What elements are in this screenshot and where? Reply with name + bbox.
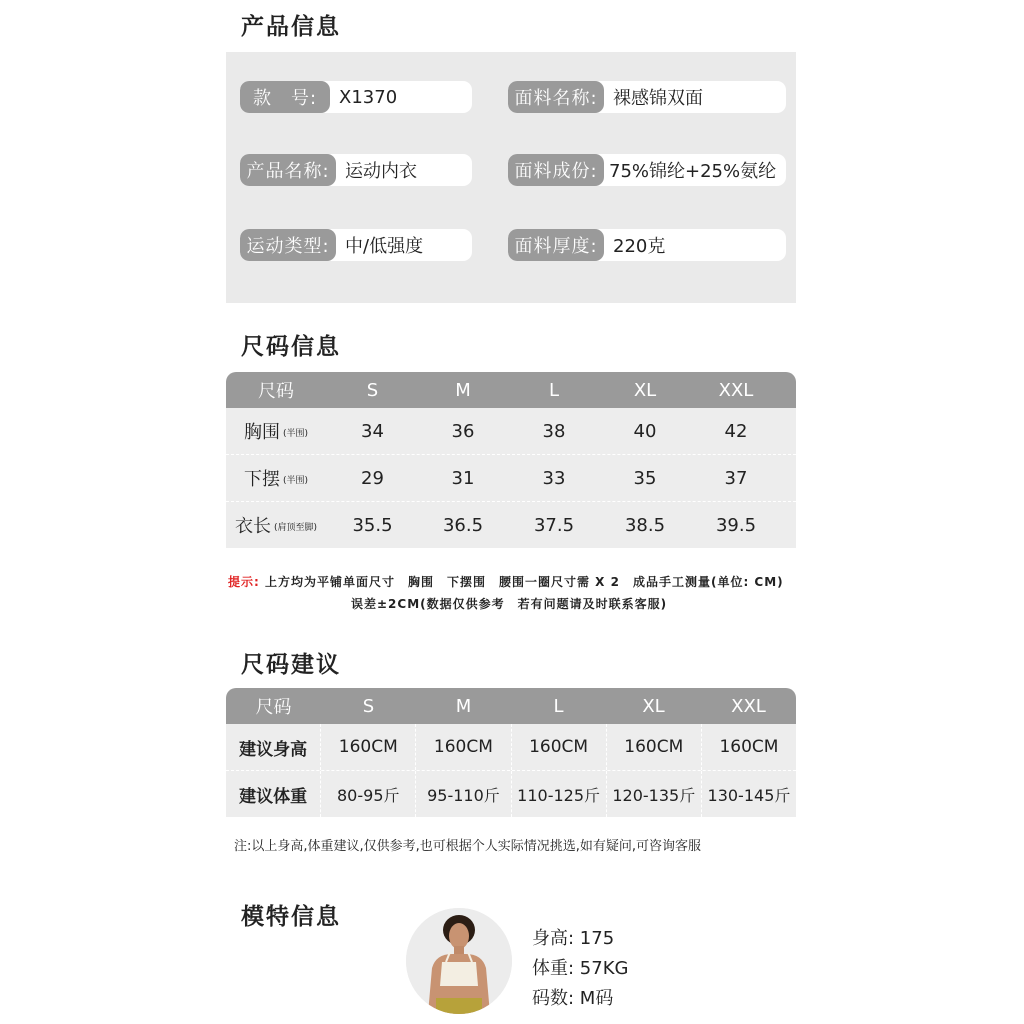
model-info-title: 模特信息: [241, 904, 341, 930]
model-illustration: [406, 908, 512, 1014]
row-label: 建议体重: [239, 786, 308, 807]
row-label-sub: (半围): [282, 429, 309, 439]
header-cell: XL: [633, 379, 657, 401]
info-row-product-name: [240, 154, 472, 186]
table-cell: 40: [633, 420, 657, 442]
info-label: 产品名称:: [240, 154, 336, 186]
header-cell: XL: [642, 695, 665, 717]
info-value: 75%锦纶+25%氨纶: [609, 161, 777, 182]
product-info-title: 产品信息: [241, 14, 341, 40]
table-cell: 95-110斤: [415, 771, 510, 817]
row-label: [226, 408, 326, 454]
advice-table-header: [226, 688, 796, 724]
header-cell: S: [362, 695, 375, 717]
info-value: 裸感锦双面: [613, 88, 703, 109]
info-label: 面料厚度:: [508, 229, 604, 261]
table-cell: 80-95斤: [320, 771, 415, 817]
row-label-text: 下摆: [243, 469, 280, 490]
size-hint-line1: [228, 573, 784, 590]
row-label: [226, 455, 326, 501]
header-cell: M: [455, 379, 471, 401]
model-height: 身高: 175: [532, 928, 615, 949]
table-cell: 160CM: [320, 724, 415, 770]
header-cell: L: [553, 695, 564, 717]
size-advice-title: 尺码建议: [241, 652, 341, 678]
table-cell: 130-145斤: [701, 771, 796, 817]
table-cell: 37: [724, 467, 748, 489]
model-size: 码数: M码: [532, 988, 614, 1009]
info-label: 面料名称:: [508, 81, 604, 113]
table-cell: 38: [542, 420, 566, 442]
info-row-style-no: [240, 81, 472, 113]
header-cell: S: [366, 379, 379, 401]
table-cell: 36: [451, 420, 475, 442]
table-cell: 39.5: [715, 514, 757, 536]
size-hint-prefix: 提示:: [228, 575, 260, 589]
table-cell: 160CM: [701, 724, 796, 770]
table-cell: 120-135斤: [606, 771, 701, 817]
table-cell: 160CM: [511, 724, 606, 770]
table-cell: 37.5: [533, 514, 575, 536]
info-label: 运动类型:: [240, 229, 336, 261]
header-cell: XXL: [731, 695, 766, 717]
table-row: [226, 501, 796, 548]
info-label: 面料成份:: [508, 154, 604, 186]
info-row-sport-type: [240, 229, 472, 261]
header-cell: L: [548, 379, 560, 401]
table-cell: 35: [633, 467, 657, 489]
table-cell: 35.5: [352, 514, 393, 536]
table-cell: 38.5: [624, 514, 666, 536]
info-row-fabric-thickness: [508, 229, 786, 261]
table-row: [226, 454, 796, 501]
info-row-fabric-name: [508, 81, 786, 113]
row-label-text: 胸围: [243, 422, 280, 443]
row-label-text: 衣长: [234, 516, 271, 537]
advice-table: [226, 688, 796, 817]
row-label: [226, 502, 326, 548]
header-cell: M: [455, 695, 472, 717]
table-cell: 34: [361, 420, 384, 442]
table-cell: 36.5: [442, 514, 484, 536]
advice-note: 注:以上身高,体重建议,仅供参考,也可根据个人实际情况挑选,如有疑问,可咨询客服: [234, 839, 702, 854]
row-label-sub: (半围): [282, 476, 309, 486]
info-value: 中/低强度: [345, 236, 424, 257]
table-cell: 42: [724, 420, 748, 442]
table-cell: 33: [542, 467, 566, 489]
table-cell: 29: [361, 467, 384, 489]
table-row: [226, 408, 796, 454]
table-cell: 110-125斤: [511, 771, 606, 817]
size-hint-line2: 误差±2CM(数据仅供参考 若有问题请及时联系客服): [351, 597, 668, 611]
size-table-header: [226, 372, 796, 408]
size-info-title: 尺码信息: [241, 334, 341, 360]
info-row-fabric-composition: [508, 154, 786, 186]
table-row: [226, 770, 796, 817]
header-cell: XXL: [718, 379, 754, 401]
model-weight: 体重: 57KG: [532, 958, 629, 979]
info-value: 220克: [613, 236, 666, 257]
row-label: 建议身高: [239, 739, 308, 760]
row-label-sub: (肩顶至脚): [273, 523, 318, 533]
size-hint-text: 上方均为平铺单面尺寸 胸围 下摆围 腰围一圈尺寸需 X 2 成品手工测量(单位: CM): [265, 575, 784, 589]
model-photo: [406, 908, 512, 1014]
info-value: X1370: [339, 86, 398, 108]
info-value: 运动内衣: [345, 161, 417, 182]
table-cell: 31: [451, 467, 475, 489]
header-cell: 尺码: [258, 381, 294, 402]
table-cell: 160CM: [415, 724, 510, 770]
table-row: [226, 724, 796, 770]
table-cell: 160CM: [606, 724, 701, 770]
size-table: [226, 372, 796, 548]
info-label: 款 号:: [240, 81, 330, 113]
header-cell: 尺码: [255, 697, 292, 718]
product-info-panel: [226, 52, 796, 303]
